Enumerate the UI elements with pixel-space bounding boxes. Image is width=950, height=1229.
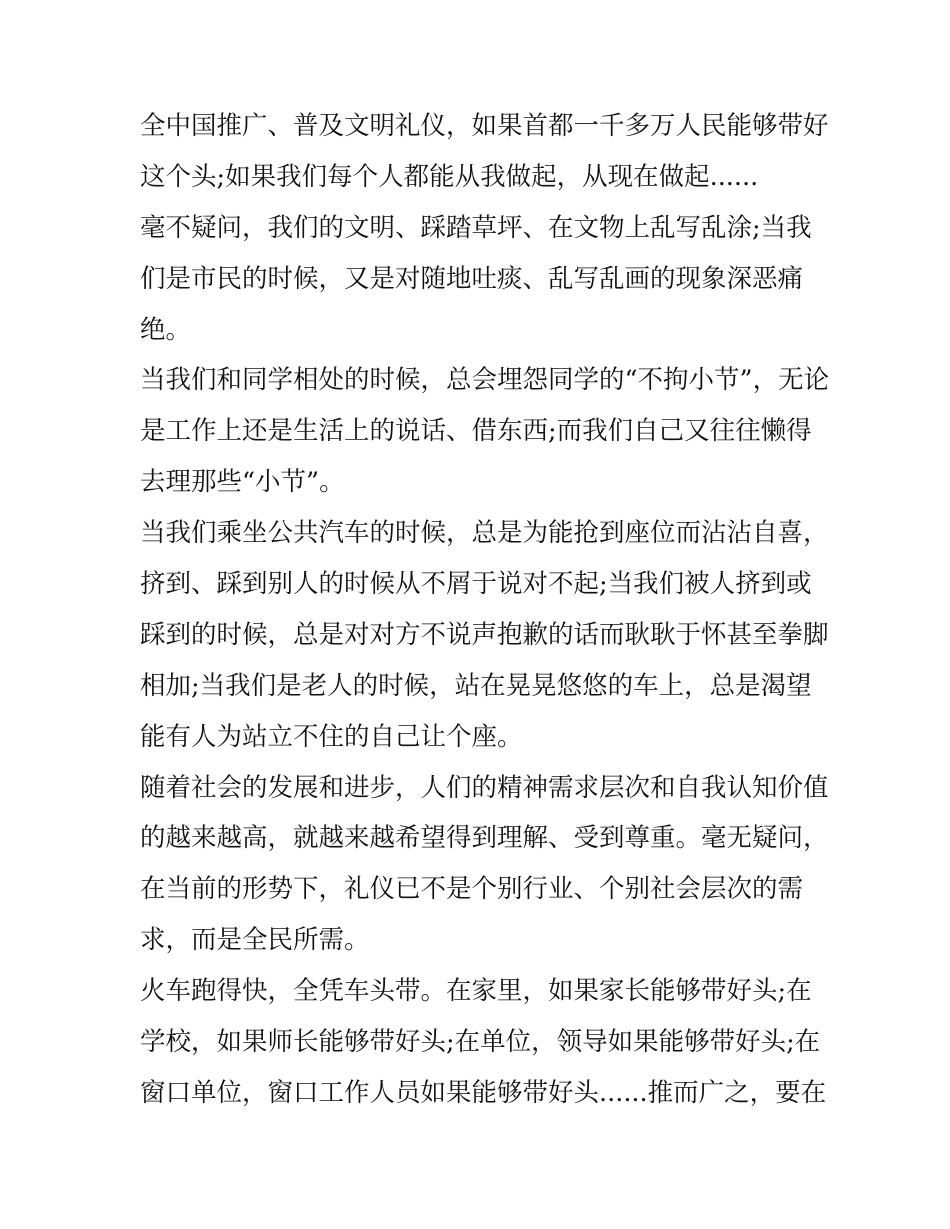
text-line: 这个头;如果我们每个人都能从我做起，从现在做起...... [140,161,759,192]
text-line: 挤到、踩到别人的时候从不屑于说对不起;当我们被人挤到或 [140,569,812,600]
text-line: 当我们和同学相处的时候，总会埋怨同学的“不拘小节”，无论 [140,365,830,396]
text-line: 能有人为站立不住的自己让个座。 [140,721,523,752]
text-line: 踩到的时候，总是对对方不说声抱歉的话而耿耿于怀甚至拳脚 [140,619,829,650]
text-line: 们是市民的时候，又是对随地吐痰、乱写乱画的现象深恶痛 [140,263,804,294]
text-line: 全中国推广、普及文明礼仪，如果首都一千多万人民能够带好 [140,111,829,141]
text-line: 的越来越高，就越来越希望得到理解、受到尊重。毫无疑问， [140,823,829,854]
text-line: 去理那些“小节”。 [140,467,345,498]
text-line: 火车跑得快，全凭车头带。在家里，如果家长能够带好头;在 [140,976,812,1007]
text-line: 绝。 [140,314,192,345]
text-line: 学校，如果师长能够带好头;在单位，领导如果能够带好头;在 [140,1027,821,1058]
text-line: 毫不疑问，我们的文明、踩踏草坪、在文物上乱写乱涂;当我 [140,212,812,243]
text-line: 相加;当我们是老人的时候，站在晃晃悠悠的车上，总是渴望 [140,670,812,701]
text-line: 窗口单位，窗口工作人员如果能够带好头......推而广之，要在 [140,1077,827,1108]
text-line: 是工作上还是生活上的说话、借东西;而我们自己又往往懒得 [140,416,812,447]
body-text [140,101,830,1119]
text-line: 随着社会的发展和进步，人们的精神需求层次和自我认知价值 [140,772,829,803]
text-line: 在当前的形势下，礼仪已不是个别行业、个别社会层次的需 [140,874,804,905]
text-line: 求，而是全民所需。 [140,925,370,956]
text-line: 当我们乘坐公共汽车的时候，总是为能抢到座位而沾沾自喜， [140,518,829,549]
